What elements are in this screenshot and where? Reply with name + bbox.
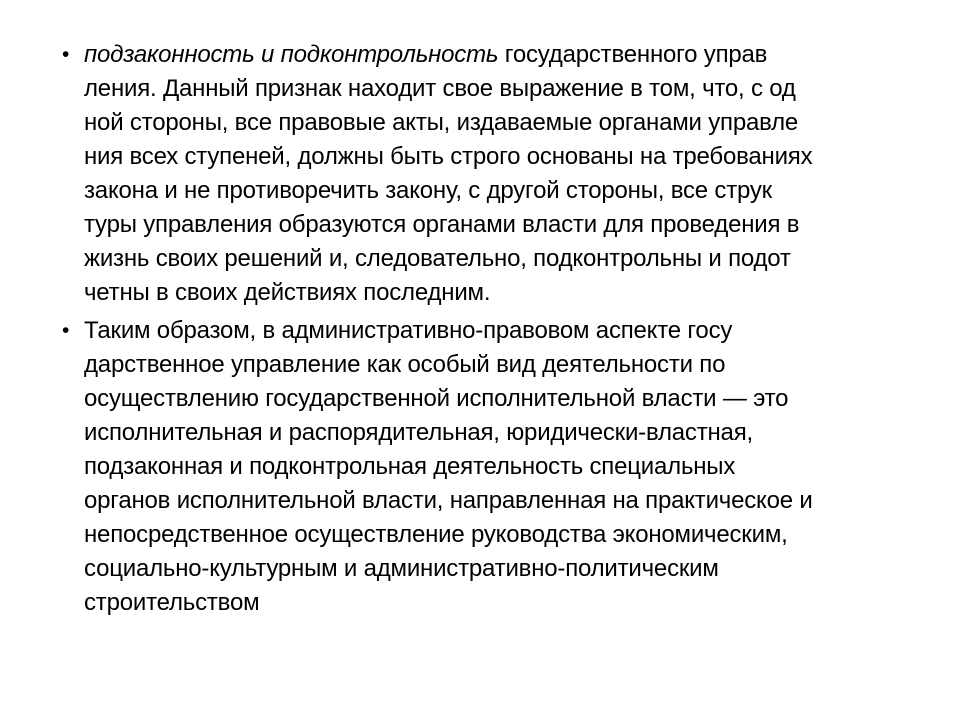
text-line: осуществлению государственной исполнительной власти — это bbox=[84, 385, 789, 412]
text-line: строительством bbox=[84, 589, 260, 616]
text-line: жизнь своих решений и, следовательно, подконтрольны и подот bbox=[84, 245, 791, 272]
text-line: туры управления образуются органами власти для проведения в bbox=[84, 211, 800, 238]
text-line: закона и не противоречить закону, с другой стороны, все струк bbox=[84, 177, 772, 204]
text-line: исполнительная и распорядительная, юридически-властная, bbox=[84, 419, 753, 446]
text-line: органов исполнительной власти, направленная на практическое и bbox=[84, 487, 813, 514]
text-line: социально-культурным и административно-политическим bbox=[84, 555, 719, 582]
bullet-icon: • bbox=[62, 43, 70, 66]
text-line: непосредственное осуществление руководства экономическим, bbox=[84, 521, 788, 548]
text-line: четны в своих действиях последним. bbox=[84, 279, 491, 306]
bullet-item-subordination bbox=[50, 38, 910, 310]
text-line: ния всех ступеней, должны быть строго основаны на требованиях bbox=[84, 143, 813, 170]
text-line bbox=[84, 38, 910, 72]
text-line: ной стороны, все правовые акты, издаваемые органами управле bbox=[84, 109, 799, 136]
bullet-icon: • bbox=[62, 319, 70, 342]
text-line-rest: государственного управ bbox=[498, 41, 768, 68]
text-line: подзаконная и подконтрольная деятельность специальных bbox=[84, 453, 736, 480]
bullet-item-definition bbox=[50, 314, 910, 620]
slide-content bbox=[50, 38, 910, 624]
text-line: ления. Данный признак находит свое выражение в том, что, с од bbox=[84, 75, 796, 102]
emphasis-term: подзаконность и подконтрольность bbox=[84, 41, 499, 68]
text-line: дарственное управление как особый вид деятельности по bbox=[84, 351, 726, 378]
text-line: Таким образом, в административно-правовом аспекте госу bbox=[84, 317, 733, 344]
